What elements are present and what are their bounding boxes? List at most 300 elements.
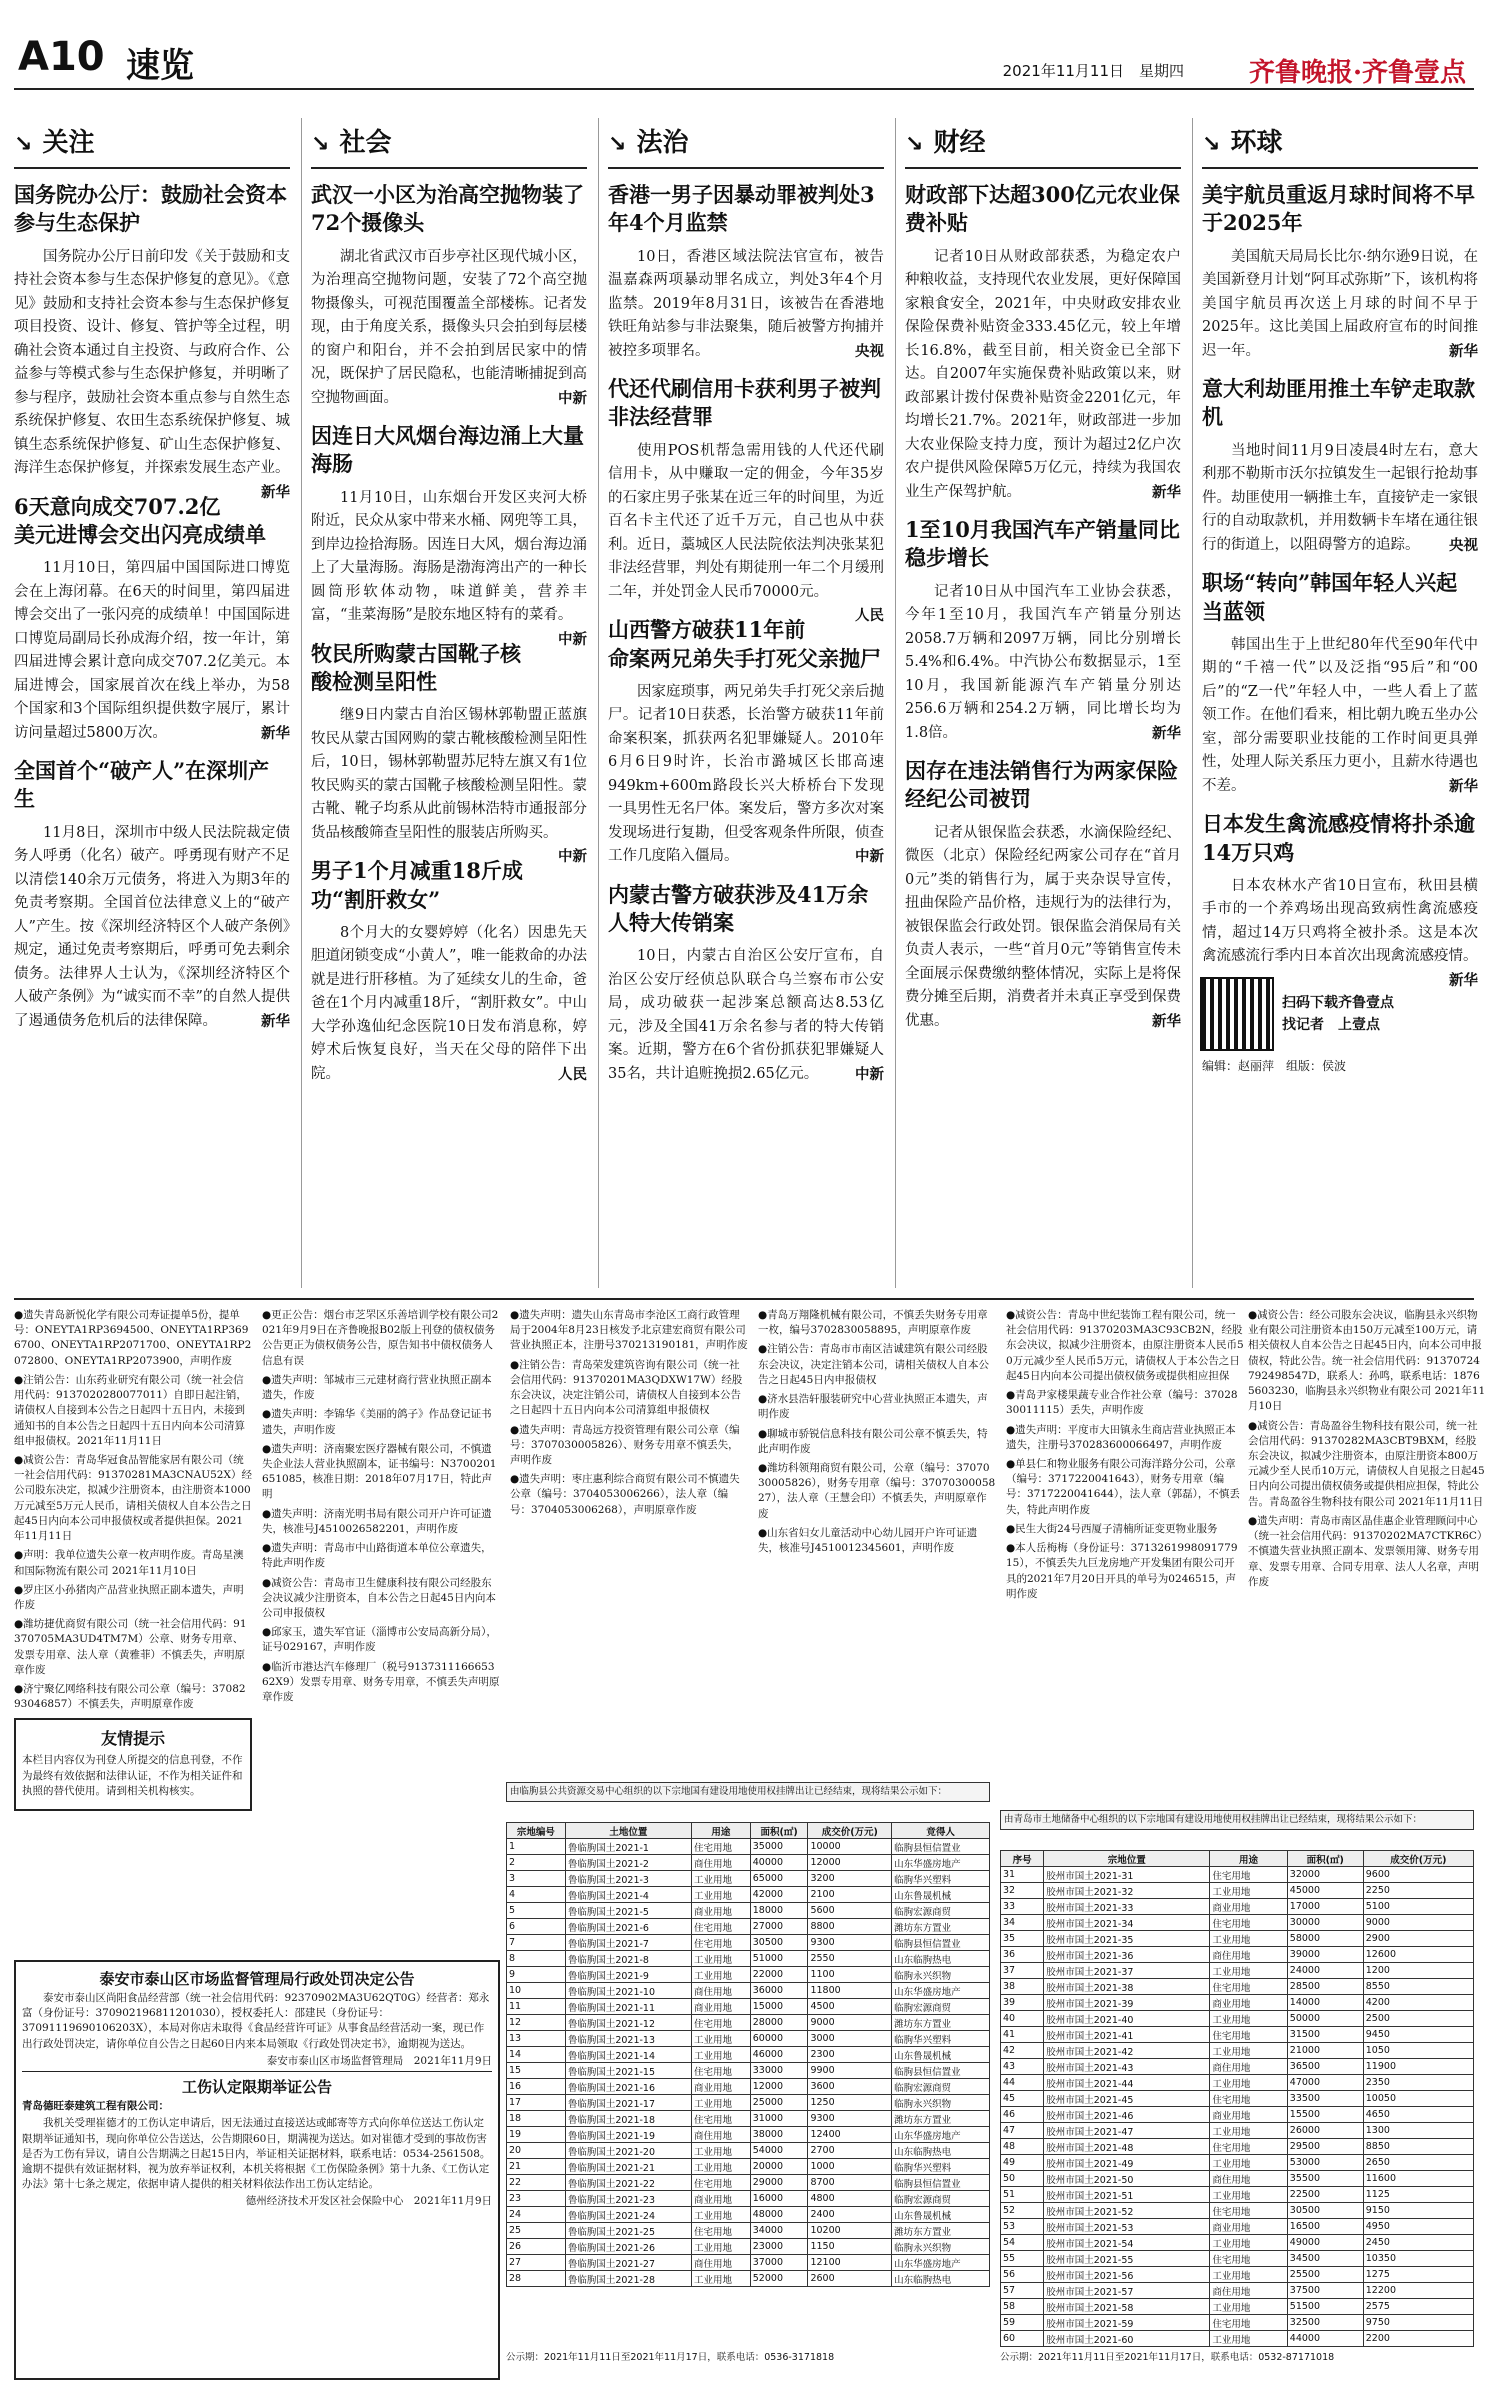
- notice-item: ●遗失声明：济南聚宏医疗器械有限公司，不慎遗失企业法人营业执照副本，证书编号：N3700201651085，核准日期：2018年07月17日，特此声明: [262, 1442, 497, 1501]
- article-body: [905, 581, 1181, 745]
- table-cell: 临朐华兴塑料: [892, 2159, 990, 2175]
- table-cell: 临朐永兴织物: [892, 2239, 990, 2255]
- article-text: 韩国出生于上世纪80年代至90年代中期的“千禧一代”以及泛指“95后”和“00后”的“Z一代”年轻人中，一些人看上了蓝领工作。在他们看来，相比朝九晚五坐办公室，部分需要职业技能的工作时间更具弹性，处理人际关系压力更小，且薪水待遇也不差。: [1202, 636, 1478, 794]
- news-column: [905, 118, 1181, 1033]
- article-title[interactable]: 男子1个月减重18斤成功“割肝救女”: [311, 858, 523, 912]
- table-cell: 胶州市国土2021-60: [1044, 2331, 1210, 2347]
- table-cell: 27000: [750, 1919, 808, 1935]
- table-row: [1001, 2331, 1474, 2347]
- news-column: [311, 118, 587, 1086]
- table-cell: 38000: [750, 2127, 808, 2143]
- announcement-sign-2: 德州经济技术开发区社会保险中心 2021年11月9日: [245, 2195, 492, 2208]
- table-cell: 28: [507, 2271, 566, 2287]
- table-right: [1000, 1850, 1474, 2347]
- notice-item: ●减资公告：青岛盈谷生物科技有限公司，统一社会信用代码：91370282MA3CBT9BXM，经股东会决议，拟减少注册资本，由原注册资本800万元减少至人民币10万元，请债权人自见报之日起45日内向公司提出债权债务或提供相应担保，特此公告。青岛盈谷生物科技有限公司 2021年11月11日: [1248, 1419, 1485, 1508]
- table-cell: 工业用地: [691, 2271, 750, 2287]
- table-cell: 胶州市国土2021-37: [1044, 1963, 1210, 1979]
- table-cell: 12000: [808, 1855, 892, 1871]
- table-row: [507, 1999, 990, 2015]
- table-cell: 35500: [1287, 2171, 1363, 2187]
- qr-code-icon[interactable]: [1202, 979, 1272, 1049]
- announcement-sub-2: 青岛德旺泰建筑工程有限公司：: [22, 2100, 169, 2113]
- table-row: [1001, 2299, 1474, 2315]
- notice-item: ●潍坊科领翔商贸有限公司，公章（编号：3707030005826），财务专用章（编号：3707030005827），法人章（王慧会印）不慎丢失，声明原章作废: [758, 1461, 996, 1520]
- table-cell: 8800: [808, 1919, 892, 1935]
- table-cell: 潍坊东方置业: [892, 1919, 990, 1935]
- article-title[interactable]: 1至10月我国汽车产销量同比稳步增长: [905, 517, 1180, 571]
- table-cell: 54000: [750, 2143, 808, 2159]
- table-cell: 鲁临朐国土2021-21: [565, 2159, 691, 2175]
- table-cell: 22000: [750, 1967, 808, 1983]
- table-cell: 1100: [808, 1967, 892, 1983]
- table-cell: 12200: [1363, 2283, 1473, 2299]
- table-row: [1001, 2107, 1474, 2123]
- table-cell: 商住用地: [1210, 2283, 1287, 2299]
- table-cell: 潍坊东方置业: [892, 2015, 990, 2031]
- table-row: [1001, 2139, 1474, 2155]
- article-text: 继9日内蒙古自治区锡林郭勒盟正蓝旗牧民从蒙古国网购的蒙古靴核酸检测呈阳性后，10日，锡林郭勒盟苏尼特左旗又有1位牧民购买的蒙古国靴子核酸检测呈阳性。蒙古靴、靴子均系从此前锡林浩特市通报部分货品核酸筛查呈阳性的服装店所购买。: [311, 707, 587, 841]
- table-row: [507, 2063, 990, 2079]
- table-cell: 23000: [750, 2239, 808, 2255]
- table-cell: 37: [1001, 1963, 1044, 1979]
- table-cell: 鲁临朐国土2021-11: [565, 1999, 691, 2015]
- table-cell: 胶州市国土2021-36: [1044, 1947, 1210, 1963]
- table-cell: 42000: [750, 1887, 808, 1903]
- table-cell: 胶州市国土2021-38: [1044, 1979, 1210, 1995]
- column-divider: [1192, 118, 1193, 1288]
- table-cell: 12100: [808, 2255, 892, 2271]
- table-cell: 鲁临朐国土2021-27: [565, 2255, 691, 2271]
- table-cell: 胶州市国土2021-58: [1044, 2299, 1210, 2315]
- table-cell: 2575: [1363, 2299, 1473, 2315]
- table-cell: 4950: [1363, 2219, 1473, 2235]
- table-cell: 2: [507, 1855, 566, 1871]
- table-cell: 工业用地: [1210, 2235, 1287, 2251]
- table-cell: 工业用地: [1210, 2123, 1287, 2139]
- table-row: [507, 2175, 990, 2191]
- arrow-icon: ↘: [311, 132, 330, 157]
- notice-column: [758, 1308, 996, 1768]
- notice-item: ●注销公告：山东药业研究有限公司（统一社会信用代码：9137020280077011）自即日起注销，请债权人自接到本公告之日起四十五日内，未接到通知书的自本公告之日起四十五日内向本公司清算组申报债权。2021年11月11日: [14, 1373, 247, 1447]
- table-cell: 36000: [750, 1983, 808, 1999]
- table-header-row: [1001, 1851, 1474, 1867]
- column-divider: [301, 118, 302, 1288]
- announcement-sign: 泰安市泰山区市场监督管理局 2021年11月9日: [266, 2054, 492, 2067]
- table-row: [507, 1919, 990, 1935]
- table-row: [1001, 2059, 1474, 2075]
- table-cell: 临朐华兴塑料: [892, 2031, 990, 2047]
- table-cell: 38: [1001, 1979, 1044, 1995]
- table-cell: 胶州市国土2021-43: [1044, 2059, 1210, 2075]
- table-cell: 临朐宏源商贸: [892, 2191, 990, 2207]
- table-cell: 1200: [1363, 1963, 1473, 1979]
- table-cell: 山东临朐热电: [892, 2143, 990, 2159]
- table-cell: 胶州市国土2021-34: [1044, 1915, 1210, 1931]
- table-cell: 8850: [1363, 2139, 1473, 2155]
- table-cell: 住宅用地: [1210, 2027, 1287, 2043]
- article-source: 新华: [1449, 971, 1478, 989]
- table-cell: 1: [507, 1839, 566, 1855]
- arrow-icon: ↘: [14, 132, 33, 157]
- table-cell: 39000: [1287, 1947, 1363, 1963]
- table-cell: 胶州市国土2021-32: [1044, 1883, 1210, 1899]
- notice-column: [1248, 1308, 1486, 1808]
- table-header-cell: 竞得人: [892, 1823, 990, 1839]
- article-title[interactable]: 国务院办公厅：鼓励社会资本参与生态保护: [14, 182, 287, 236]
- article-source: 中新: [558, 389, 587, 407]
- article-title[interactable]: 日本发生禽流感疫情将扑杀逾14万只鸡: [1202, 811, 1475, 865]
- table-cell: 9300: [808, 2111, 892, 2127]
- article-title[interactable]: 山西警方破获11年前命案两兄弟失手打死父亲抛尸: [608, 617, 881, 671]
- notice-item: ●青岛万翔隆机械有限公司，不慎丢失财务专用章一枚，编号3702830058895，声明原章作废: [758, 1309, 988, 1337]
- column-label-text: 财经: [933, 128, 986, 158]
- table-cell: 40000: [750, 1855, 808, 1871]
- table-row: [507, 2191, 990, 2207]
- table-cell: 49: [1001, 2155, 1044, 2171]
- table-cell: 11: [507, 1999, 566, 2015]
- table-cell: 住宅用地: [1210, 1915, 1287, 1931]
- table-cell: 工业用地: [1210, 2331, 1287, 2347]
- table-cell: 2250: [1363, 1883, 1473, 1899]
- table-cell: 2200: [1363, 2331, 1473, 2347]
- table-cell: 工业用地: [691, 1967, 750, 1983]
- table-cell: 10200: [808, 2223, 892, 2239]
- table-cell: 2350: [1363, 2075, 1473, 2091]
- table-cell: 鲁临朐国土2021-10: [565, 1983, 691, 1999]
- table-cell: 商业用地: [1210, 1995, 1287, 2011]
- table-cell: 山东华盛房地产: [892, 1855, 990, 1871]
- table-row: [507, 1951, 990, 1967]
- table-row: [1001, 2091, 1474, 2107]
- table-cell: 工业用地: [691, 1951, 750, 1967]
- table-cell: 工业用地: [1210, 2187, 1287, 2203]
- editor-credit: 编辑：赵丽萍 组版：侯波: [1202, 1058, 1347, 1073]
- table-cell: 临朐宏源商贸: [892, 2079, 990, 2095]
- table-cell: 住宅用地: [691, 1919, 750, 1935]
- table-cell: 34000: [750, 2223, 808, 2239]
- table-header-cell: 土地位置: [565, 1823, 691, 1839]
- article-text: 当地时间11月9日凌晨4时左右，意大利那不勒斯市沃尔拉镇发生一起银行抢劫事件。劫匪使用一辆推土车，直接铲走一家银行的自动取款机，并用数辆卡车堵在通往银行的街道上，以阻碍警方的追踪。: [1202, 442, 1478, 553]
- table-cell: 工业用地: [691, 1887, 750, 1903]
- table-cell: 33500: [1287, 2091, 1363, 2107]
- table-cell: 51000: [750, 1951, 808, 1967]
- article-title[interactable]: 财政部下达超300亿元农业保费补贴: [905, 182, 1180, 236]
- table-cell: 31500: [1287, 2027, 1363, 2043]
- table-cell: 9300: [808, 1935, 892, 1951]
- table-cell: 42: [1001, 2043, 1044, 2059]
- table-cell: 25000: [750, 2095, 808, 2111]
- table-cell: 29000: [750, 2175, 808, 2191]
- article-body: [608, 246, 884, 363]
- table-cell: 工业用地: [1210, 2299, 1287, 2315]
- notice-item: ●遗失声明：济南光明书局有限公司开户许可证遗失，核准号J4510026582201，声明作废: [262, 1507, 492, 1535]
- article-body: [608, 681, 884, 869]
- table-cell: 19: [507, 2127, 566, 2143]
- table-cell: 24: [507, 2207, 566, 2223]
- notice-item: ●遗失声明：青岛远方投资管理有限公司公章（编号：3707030005826）、财务专用章不慎丢失，声明作废: [510, 1423, 740, 1466]
- table-row: [1001, 1915, 1474, 1931]
- article-text: 10日，香港区域法院法官宣布，被告温嘉森两项暴动罪名成立，判处3年4个月监禁。2019年8月31日，该被告在香港地铁旺角站参与非法聚集，随后被警方拘捕并被控多项罪名。: [608, 248, 884, 359]
- notice-item: ●声明：我单位遗失公章一枚声明作废。青岛星澳和国际物流有限公司 2021年11月10日: [14, 1549, 244, 1577]
- table-cell: 山东鲁晟机械: [892, 2207, 990, 2223]
- table-row: [507, 1903, 990, 1919]
- article-title[interactable]: 代还代刷信用卡获利男子被判非法经营罪: [608, 376, 881, 430]
- table-row: [1001, 2011, 1474, 2027]
- announcement-title-2: 工伤认定限期举证公告: [22, 2071, 492, 2097]
- notice-column: [510, 1308, 748, 1728]
- table-cell: 25: [507, 2223, 566, 2239]
- table-left-caption: 由临朐县公共资源交易中心组织的以下宗地国有建设用地使用权挂牌出让已经结束，现将结果公示如下：: [506, 1782, 990, 1802]
- article-title[interactable]: 全国首个“破产人”在深圳产生: [14, 758, 270, 812]
- issue-date: 2021年11月11日 星期四: [1002, 62, 1184, 80]
- article-text: 因家庭琐事，两兄弟失手打死父亲后抛尸。记者10日获悉，长治警方破获11年前命案积案，抓获两名犯罪嫌疑人。2010年6月6日9时许，长治市潞城区长邯高速949km+600m路段长兴大桥桥台下发现一具男性无名尸体。案发后，警方多次对案发现场进行复勘，但受客观条件所限，侦查工作几度陷入僵局。: [608, 683, 884, 865]
- table-cell: 商业用地: [1210, 2219, 1287, 2235]
- article: [608, 616, 884, 869]
- table-cell: 17000: [1287, 1899, 1363, 1915]
- table-cell: 53: [1001, 2219, 1044, 2235]
- article-title[interactable]: 牧民所购蒙古国靴子核酸检测呈阳性: [311, 640, 521, 695]
- table-cell: 5600: [808, 1903, 892, 1919]
- table-cell: 鲁临朐国土2021-13: [565, 2031, 691, 2047]
- article-body: [1202, 246, 1478, 363]
- article: [905, 516, 1181, 745]
- article: [905, 181, 1181, 504]
- table-row: [507, 2047, 990, 2063]
- table-cell: 工业用地: [691, 2239, 750, 2255]
- table-cell: 37000: [750, 2255, 808, 2271]
- table-cell: 35000: [750, 1839, 808, 1855]
- table-cell: 胶州市国土2021-44: [1044, 2075, 1210, 2091]
- table-cell: 27: [507, 2255, 566, 2271]
- table-row: [1001, 1867, 1474, 1883]
- notice-item: ●更正公告：烟台市芝罘区乐善培训学校有限公司2021年9月9日在齐鲁晚报B02版上刊登的债权债务公告更正为债权债务公告，原告知书中债权债务人信息有误: [262, 1309, 499, 1367]
- table-cell: 30000: [1287, 1915, 1363, 1931]
- table-row: [507, 2255, 990, 2271]
- article-body: [14, 822, 290, 1033]
- table-header-cell: 宗地位置: [1044, 1851, 1210, 1867]
- table-cell: 工业用地: [1210, 2075, 1287, 2091]
- table-cell: 4650: [1363, 2107, 1473, 2123]
- table-cell: 28500: [1287, 1979, 1363, 1995]
- notice-item: ●济宁聚亿网络科技有限公司公章（编号：3708293046857）不慎丢失，声明原章作废: [14, 1683, 246, 1711]
- table-cell: 20000: [750, 2159, 808, 2175]
- table-left-note: 公示期：2021年11月11日至2021年11月17日，联系电话：0536-3171818: [506, 2352, 835, 2363]
- article: [14, 493, 290, 746]
- announcement-body: 泰安市泰山区尚阳食品经营部（统一社会信用代码：92370902MA3U62QT0G）经营者：郑永富（身份证号：370902196811201030），授权委托人：邵建民（身份证号：37091119690106203X），本局对你店未取得《食品经营许可证》从事食品经营活动一案，现已作出行政处罚决定，请你单位自公告之日起60日内来本局领取《行政处罚决定书》，逾期视为送达。: [22, 1992, 490, 2050]
- table-cell: 9: [507, 1967, 566, 1983]
- table-cell: 临朐县恒信置业: [892, 1839, 990, 1855]
- table-cell: 14000: [1287, 1995, 1363, 2011]
- notice-column: [1006, 1308, 1244, 1808]
- notice-item: ●遗失声明：邹城市三元建材商行营业执照正副本遗失，作废: [262, 1373, 492, 1402]
- article: [311, 857, 587, 1086]
- table-cell: 临朐宏源商贸: [892, 1999, 990, 2015]
- table-row: [1001, 2251, 1474, 2267]
- notice-item: ●本人岳梅梅（身份证号：371326199809177915），不慎丢失九巨龙房地产开发集团有限公司开具的2021年7月20日开具的单号为0246515，声明作废: [1006, 1542, 1238, 1600]
- table-cell: 25500: [1287, 2267, 1363, 2283]
- table-cell: 鲁临朐国土2021-2: [565, 1855, 691, 1871]
- article: [608, 181, 884, 363]
- article-text: 11月10日，山东烟台开发区夹河大桥附近，民众从家中带来水桶、网兜等工具，到岸边捡拾海肠。因连日大风，烟台海边涌上了大量海肠。海肠是渤海湾出产的一种长圆筒形软体动物，味道鲜美，营养丰富，“韭菜海肠”是胶东地区特有的菜肴。: [311, 489, 587, 624]
- table-row: [507, 2239, 990, 2255]
- table-row: [507, 1887, 990, 1903]
- qr-caption: [1282, 992, 1394, 1037]
- table-right-caption: 由青岛市土地储备中心组织的以下宗地国有建设用地使用权挂牌出让已经结束，现将结果公示如下：: [1000, 1810, 1474, 1830]
- table-cell: 住宅用地: [1210, 2315, 1287, 2331]
- article-title[interactable]: 6天意向成交707.2亿美元进博会交出闪亮成绩单: [14, 493, 266, 547]
- article-source: 央视: [1449, 536, 1478, 554]
- notice-item: ●济水县浩轩服装研究中心营业执照正本遗失，声明作废: [758, 1393, 988, 1421]
- table-cell: 工业用地: [691, 2095, 750, 2111]
- table-cell: 工业用地: [1210, 1883, 1287, 1899]
- table-cell: 65000: [750, 1871, 808, 1887]
- column-label: [608, 118, 884, 169]
- notice-column: [262, 1308, 500, 1778]
- table-cell: 56: [1001, 2267, 1044, 2283]
- table-cell: 1125: [1363, 2187, 1473, 2203]
- table-cell: 临朐华兴塑料: [892, 1871, 990, 1887]
- table-cell: 32500: [1287, 2315, 1363, 2331]
- table-cell: 18: [507, 2111, 566, 2127]
- table-cell: 工业用地: [1210, 2267, 1287, 2283]
- article: [1202, 375, 1478, 557]
- article-body: [14, 557, 290, 745]
- table-cell: 住宅用地: [691, 2015, 750, 2031]
- ads-divider: [14, 1298, 1474, 1300]
- table-cell: 9450: [1363, 2027, 1473, 2043]
- article-body: [608, 440, 884, 625]
- article-source: 新华: [261, 483, 290, 501]
- table-cell: 鲁临朐国土2021-17: [565, 2095, 691, 2111]
- table-cell: 20: [507, 2143, 566, 2159]
- table-row: [507, 1839, 990, 1855]
- table-cell: 工业用地: [691, 2159, 750, 2175]
- table-row: [507, 1871, 990, 1887]
- notice-item: ●山东省妇女儿童活动中心幼儿园开户许可证遗失，核准号J4510012345601，声明作废: [758, 1526, 978, 1555]
- table-cell: 临朐县恒信置业: [892, 1935, 990, 1951]
- table-cell: 43: [1001, 2059, 1044, 2075]
- notice-item: ●遗失声明：青岛市南区晶佳惠企业管理顾问中心（统一社会信用代码：91370202MA7CTKR6C）不慎遗失营业执照正副本、发票领用簿、财务专用章、发票专用章、合同专用章、法人人名章，声明作废: [1248, 1514, 1483, 1588]
- table-cell: 39: [1001, 1995, 1044, 2011]
- table-cell: 32: [1001, 1883, 1044, 1899]
- table-cell: 鲁临朐国土2021-20: [565, 2143, 691, 2159]
- table-cell: 9900: [808, 2063, 892, 2079]
- table-cell: 24000: [1287, 1963, 1363, 1979]
- table-cell: 鲁临朐国土2021-16: [565, 2079, 691, 2095]
- article: [608, 881, 884, 1087]
- table-cell: 胶州市国土2021-53: [1044, 2219, 1210, 2235]
- table-cell: 47000: [1287, 2075, 1363, 2091]
- article-title[interactable]: 武汉一小区为治高空抛物装了72个摄像头: [311, 182, 584, 236]
- table-row: [1001, 2155, 1474, 2171]
- table-cell: 9000: [1363, 1915, 1473, 1931]
- table-cell: 12600: [1363, 1947, 1473, 1963]
- table-cell: 鲁临朐国土2021-12: [565, 2015, 691, 2031]
- announcement-body-2: 我机关受理崔德才的工伤认定申请后，因无法通过直接送达或邮寄等方式向你单位送达工伤认定限期举证通知书，现向你单位公告送达，公告期限60日，期满视为送达。如对崔德才受到的事故伤害是否为工伤有异议，请自公告期满之日起15日内，举证相关证据材料，联系电话：0534-2561508。逾期不提供有效证据材料，视为放弃举证权利，本机关将根据《工伤保险条例》第十九条、《工伤认定办法》第十七条之规定，依据申请人提供的相关材料依法作出工伤认定结论。: [22, 2117, 491, 2191]
- table-cell: 胶州市国土2021-49: [1044, 2155, 1210, 2171]
- table-cell: 商住用地: [1210, 2059, 1287, 2075]
- table-row: [507, 2127, 990, 2143]
- qr-block: [1202, 979, 1420, 1049]
- table-cell: 7: [507, 1935, 566, 1951]
- table-cell: 2400: [808, 2207, 892, 2223]
- table-cell: 3000: [808, 2031, 892, 2047]
- column-label-text: 社会: [339, 128, 392, 158]
- table-cell: 37500: [1287, 2283, 1363, 2299]
- table-cell: 商住用地: [1210, 1947, 1287, 1963]
- table-cell: 鲁临朐国土2021-5: [565, 1903, 691, 1919]
- table-cell: 商住用地: [691, 2255, 750, 2271]
- table-cell: 46000: [750, 2047, 808, 2063]
- table-cell: 胶州市国土2021-41: [1044, 2027, 1210, 2043]
- table-cell: 47: [1001, 2123, 1044, 2139]
- article-text: 8个月大的女婴婷婷（化名）因患先天胆道闭锁变成“小黄人”，唯一能救命的办法就是进行肝移植。为了延续女儿的生命，爸爸在1个月内减重18斤，“割肝救女”。中山大学孙逸仙纪念医院10日发布消息称，婷婷术后恢复良好，当天在父母的陪伴下出院。: [311, 924, 587, 1082]
- table-cell: 胶州市国土2021-42: [1044, 2043, 1210, 2059]
- notice-item: ●聊城市骄锐信息科技有限公司公章不慎丢失，特此声明作废: [758, 1427, 988, 1455]
- table-cell: 胶州市国土2021-35: [1044, 1931, 1210, 1947]
- article-source: 新华: [1152, 483, 1181, 501]
- table-header-cell: 面积(㎡): [1287, 1851, 1363, 1867]
- table-cell: 9600: [1363, 1867, 1473, 1883]
- notice-item: ●减资公告：青岛中世纪装饰工程有限公司，统一社会信用代码：91370203MA3C93CB2N，经股东会决议，拟减少注册资本，由原注册资本人民币50万元减少至人民币5万元，请债权人于本公告之日起45日内向本公司提出债权债务或提供相应担保: [1006, 1309, 1244, 1382]
- article-source: 中新: [558, 848, 587, 866]
- article: [311, 181, 587, 410]
- table-cell: 5100: [1363, 1899, 1473, 1915]
- table-cell: 40: [1001, 2011, 1044, 2027]
- table-row: [507, 2079, 990, 2095]
- article-body: [14, 246, 290, 501]
- article-body: [608, 945, 884, 1086]
- article-title[interactable]: 香港一男子因暴动罪被判处3年4个月监禁: [608, 182, 875, 236]
- notice-item: ●注销公告：青岛荣发建筑咨询有限公司（统一社会信用代码：91370201MA3QDXW17W）经股东会决议，决定注销公司，请债权人自接到本公告之日起四十五日内向本公司清算组申报债权: [510, 1358, 743, 1417]
- announcement-block: [14, 1960, 500, 2380]
- table-cell: 51500: [1287, 2299, 1363, 2315]
- table-cell: 山东华盛房地产: [892, 1983, 990, 1999]
- article-title[interactable]: 内蒙古警方破获涉及41万余人特大传销案: [608, 881, 869, 936]
- table-cell: 1275: [1363, 2267, 1473, 2283]
- table-cell: 23: [507, 2191, 566, 2207]
- article-title[interactable]: 意大利劫匪用推土车铲走取款机: [1202, 376, 1475, 430]
- table-cell: 21000: [1287, 2043, 1363, 2059]
- table-cell: 10350: [1363, 2251, 1473, 2267]
- table-cell: 31: [1001, 1867, 1044, 1883]
- table-row: [1001, 1931, 1474, 1947]
- article-source: 中新: [855, 848, 884, 866]
- table-cell: 44: [1001, 2075, 1044, 2091]
- news-column: [1202, 118, 1478, 1074]
- table-cell: 60: [1001, 2331, 1044, 2347]
- table-cell: 2650: [1363, 2155, 1473, 2171]
- article-title[interactable]: 因连日大风烟台海边涌上大量海肠: [311, 423, 584, 477]
- table-cell: 工业用地: [691, 2031, 750, 2047]
- table-cell: 工业用地: [1210, 2043, 1287, 2059]
- article-title[interactable]: 因存在违法销售行为两家保险经纪公司被罚: [905, 758, 1178, 812]
- table-cell: 临朐永兴织物: [892, 1967, 990, 1983]
- table-cell: 商业用地: [1210, 2107, 1287, 2123]
- table-row: [507, 1967, 990, 1983]
- article-text: 记者10日从财政部获悉，为稳定农户种粮收益，支持现代农业发展，更好保障国家粮食安全，2021年，中央财政安排农业保险保费补贴资金333.45亿元，较上年增长16.8%，截至目前，相关资金已全部下达。自2007年实施保费补贴政策以来，财政部累计拨付保费补贴资金2201亿元，年均增长21.7%。2021年，财政部进一步加大农业保险支持力度，预计为超过2亿户次农户提供风险保障5万亿元，持续为我国农业生产保驾护航。: [905, 248, 1181, 500]
- article-title[interactable]: 职场“转向”韩国年轻人兴起当蓝领: [1202, 570, 1458, 624]
- article: [905, 757, 1181, 1033]
- table-cell: 11600: [1363, 2171, 1473, 2187]
- table-cell: 商业用地: [691, 2079, 750, 2095]
- table-cell: 胶州市国土2021-52: [1044, 2203, 1210, 2219]
- article-title[interactable]: 美宇航员重返月球时间将不早于2025年: [1202, 182, 1475, 236]
- table-cell: 住宅用地: [1210, 2091, 1287, 2107]
- column-label-text: 法治: [636, 128, 689, 158]
- table-cell: 8700: [808, 2175, 892, 2191]
- article-text: 10日，内蒙古自治区公安厅宣布，自治区公安厅经侦总队联合乌兰察布市公安局，成功破获一起涉案总额高达8.53亿元，涉及全国41万余名参与者的特大传销案。近期，警方在6个省份抓获犯罪嫌疑人35名，共计追赃挽损2.65亿元。: [608, 948, 884, 1082]
